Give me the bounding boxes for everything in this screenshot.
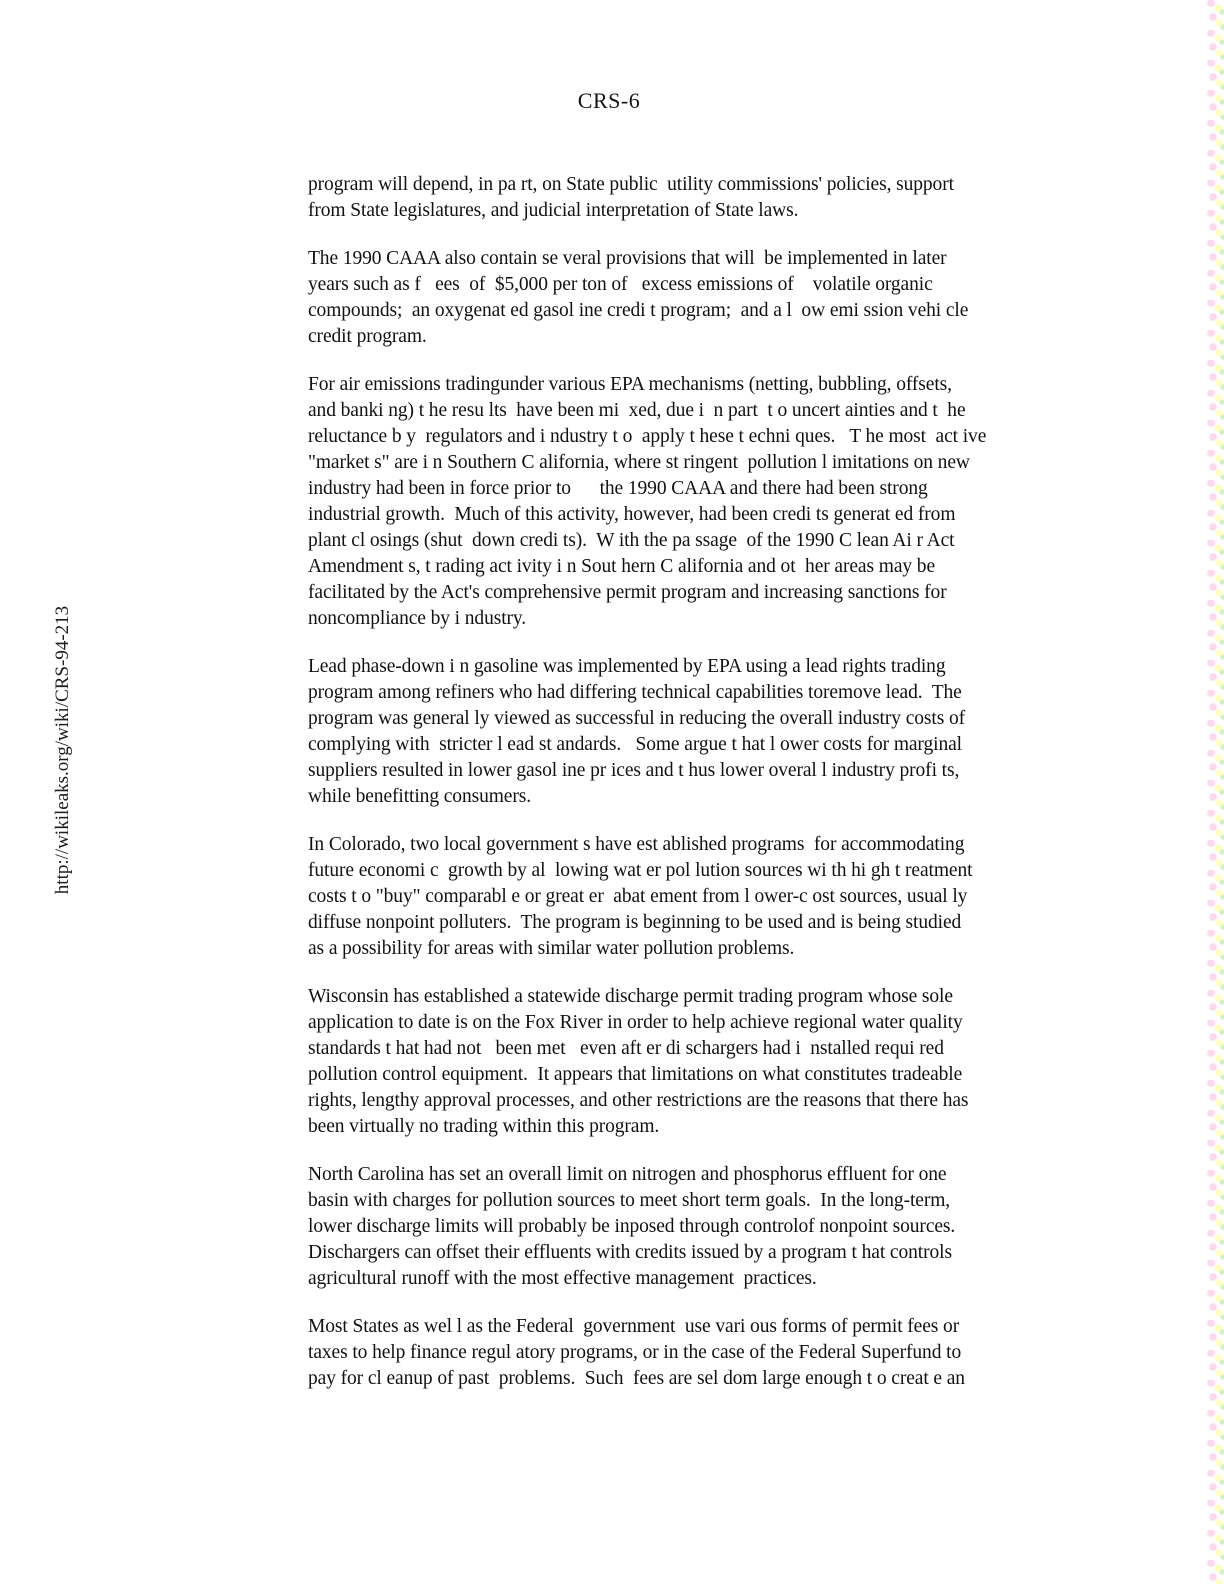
- text-line: costs t o "buy" comparabl e or great er abat ement from l ower-c ost sources, usual ly: [308, 886, 968, 907]
- text-line: been virtually no trading within this program.: [308, 1116, 660, 1137]
- text-line: Amendment s, t rading act ivity i n Sout hern C alifornia and ot her areas may be: [308, 556, 936, 577]
- text-line: compounds; an oxygenat ed gasol ine credi t program; and a l ow emi ssion vehi cle: [308, 300, 969, 321]
- text-line: program will depend, in pa rt, on State public utility commissions' policies, support: [308, 174, 954, 195]
- text-line: from State legislatures, and judicial interpretation of State laws.: [308, 200, 799, 221]
- text-line: Lead phase-down i n gasoline was implemented by EPA using a lead rights trading: [308, 656, 946, 677]
- text-line: and banki ng) t he resu lts have been mi xed, due i n part t o uncert ainties and t he: [308, 400, 966, 421]
- paragraph: [308, 1314, 1020, 1392]
- text-line: The 1990 CAAA also contain se veral provisions that will be implemented in later: [308, 248, 947, 269]
- text-line: North Carolina has set an overall limit on nitrogen and phosphorus effluent for one: [308, 1164, 947, 1185]
- text-line: credit program.: [308, 326, 427, 347]
- text-line: facilitated by the Act's comprehensive permit program and increasing sanctions for: [308, 582, 947, 603]
- paragraph: [308, 372, 1020, 632]
- text-line: Wisconsin has established a statewide discharge permit trading program whose sole: [308, 986, 953, 1007]
- paragraph: [308, 246, 1020, 350]
- text-line: application to date is on the Fox River in order to help achieve regional water quality: [308, 1012, 963, 1033]
- text-line: as a possibility for areas with similar water pollution problems.: [308, 938, 795, 959]
- wikileaks-watermark: http://wikileaks.org/wiki/CRS-94-213: [52, 605, 73, 895]
- text-line: future economi c growth by al lowing wat er pol lution sources wi th hi gh t reatment: [308, 860, 973, 881]
- text-line: while benefitting consumers.: [308, 786, 532, 807]
- document-text-block: [308, 172, 1020, 1414]
- text-line: In Colorado, two local government s have est ablished programs for accommodating: [308, 834, 965, 855]
- text-line: complying with stricter l ead st andards. Some argue t hat l ower costs for marginal: [308, 734, 962, 755]
- text-line: agricultural runoff with the most effective management practices.: [308, 1268, 817, 1289]
- text-line: plant cl osings (shut down credi ts). W ith the pa ssage of the 1990 C lean Ai r Act: [308, 530, 955, 551]
- text-line: program was general ly viewed as successful in reducing the overall industry costs of: [308, 708, 966, 729]
- text-line: standards t hat had not been met even aft er di schargers had i nstalled requi red: [308, 1038, 944, 1059]
- text-line: taxes to help finance regul atory programs, or in the case of the Federal Superfund to: [308, 1342, 962, 1363]
- text-line: For air emissions tradingunder various EPA mechanisms (netting, bubbling, offsets,: [308, 374, 952, 395]
- text-line: years such as f ees of $5,000 per ton of excess emissions of volatile organic: [308, 274, 933, 295]
- text-line: lower discharge limits will probably be inposed through controlof nonpoint sources.: [308, 1216, 956, 1237]
- scan-edge-color-pattern: [1206, 0, 1224, 1584]
- text-line: pay for cl eanup of past problems. Such fees are sel dom large enough t o creat e an: [308, 1368, 965, 1389]
- text-line: Most States as wel l as the Federal government use vari ous forms of permit fees or: [308, 1316, 960, 1337]
- text-line: rights, lengthy approval processes, and other restrictions are the reasons that there has: [308, 1090, 969, 1111]
- paragraph: [308, 1162, 1020, 1292]
- paragraph: [308, 172, 1020, 224]
- text-line: "market s" are i n Southern C alifornia, where st ringent pollution l imitations on new: [308, 452, 970, 473]
- text-line: basin with charges for pollution sources to meet short term goals. In the long-term,: [308, 1190, 951, 1211]
- page-header: CRS-6: [577, 88, 641, 113]
- text-line: industrial growth. Much of this activity, however, had been credi ts generat ed from: [308, 504, 956, 525]
- text-line: noncompliance by i ndustry.: [308, 608, 527, 629]
- paragraph: [308, 654, 1020, 810]
- text-line: suppliers resulted in lower gasol ine pr ices and t hus lower overal l industry profi ts,: [308, 760, 960, 781]
- paragraph: [308, 832, 1020, 962]
- paragraph: [308, 984, 1020, 1140]
- text-line: industry had been in force prior to the 1990 CAAA and there had been strong: [308, 478, 928, 499]
- text-line: program among refiners who had differing technical capabilities toremove lead. The: [308, 682, 962, 703]
- text-line: diffuse nonpoint polluters. The program is beginning to be used and is being studied: [308, 912, 962, 933]
- text-line: Dischargers can offset their effluents with credits issued by a program t hat controls: [308, 1242, 952, 1263]
- text-line: pollution control equipment. It appears that limitations on what constitutes tradeable: [308, 1064, 963, 1085]
- text-line: reluctance b y regulators and i ndustry t o apply t hese t echni ques. T he most act ive: [308, 426, 987, 447]
